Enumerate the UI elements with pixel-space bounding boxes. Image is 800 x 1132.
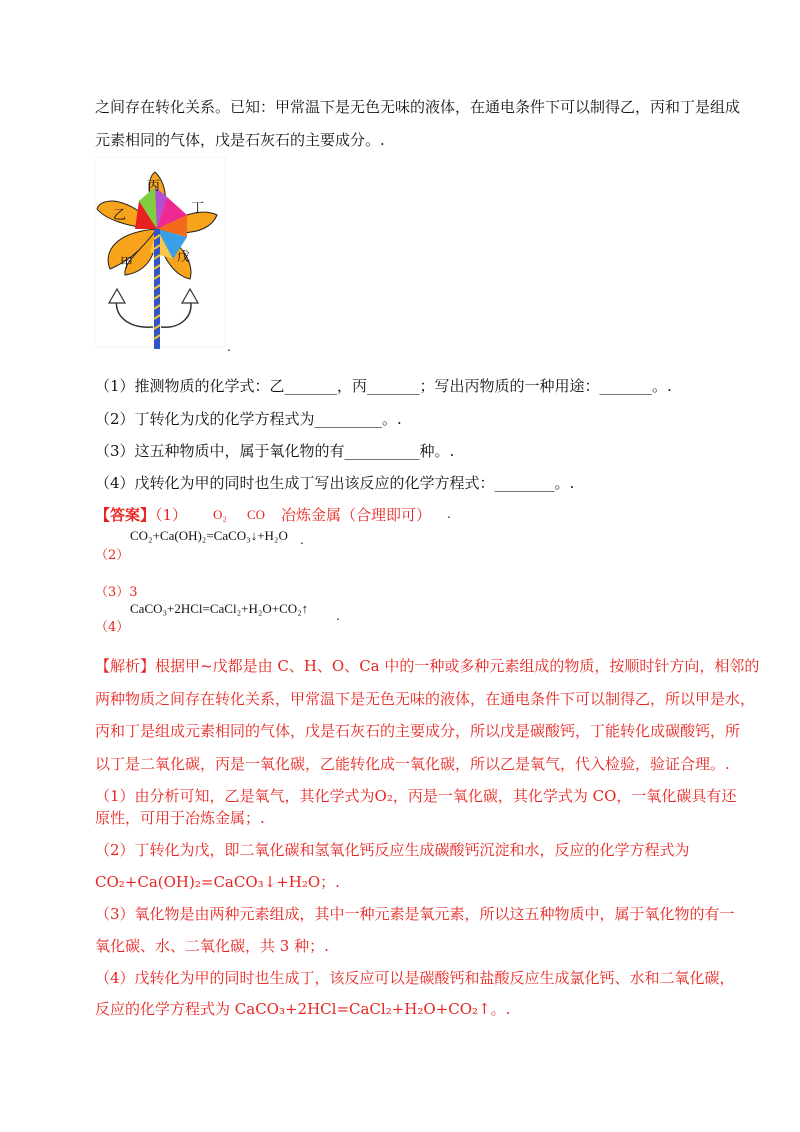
answer-q2-number: （2） <box>95 548 130 563</box>
answer-q3: （3）3 <box>95 585 138 600</box>
analysis-line-10: 氧化碳、水、二氧化碳，共 3 种；. <box>95 937 329 955</box>
analysis-line-12: 反应的化学方程式为 CaCO₃+2HCl=CaCl₂+H₂O+CO₂↑。. <box>95 1000 511 1018</box>
answer-q4-number: （4） <box>95 620 130 635</box>
analysis-line-5: （1）由分析可知，乙是氧气，其化学式为O₂，丙是一氧化碳，其化学式为 CO，一氧化碳具有还 <box>95 787 737 805</box>
label-bing: 丙 <box>147 179 161 194</box>
answer-q1-number: （1） <box>155 506 188 524</box>
label-jia: 甲 <box>120 256 134 271</box>
answer-q4-formula: CaCO₃+2HCl=CaCl₂+H₂O+CO₂↑ <box>130 601 309 616</box>
question-1: （1）推测物质的化学式：乙_______，丙_______；写出丙物质的一种用途：_______。. <box>95 377 672 395</box>
intro-line-2: 元素相同的气体，戊是石灰石的主要成分。. <box>95 131 385 149</box>
analysis-line-11: （4）戊转化为甲的同时也生成丁，该反应可以是碳酸钙和盐酸反应生成氯化钙、水和二氧化碳， <box>95 969 735 987</box>
answer-q1-co: CO <box>247 507 266 522</box>
label-yi: 乙 <box>113 208 127 223</box>
answer-tag: 【答案】 <box>95 506 156 524</box>
analysis-line-2: 两种物质之间存在转化关系，甲常温下是无色无味的液体，在通电条件下可以制得乙，所以甲是水， <box>95 690 756 708</box>
answer-q4-tail: . <box>336 609 340 623</box>
analysis-line-8: CO₂+Ca(OH)₂=CaCO₃↓+H₂O；. <box>95 873 340 891</box>
pinwheel-figure <box>95 157 230 352</box>
analysis-line-6: 原性，可用于冶炼金属；. <box>95 809 265 827</box>
intro-line-1: 之间存在转化关系。已知：甲常温下是无色无味的液体，在通电条件下可以制得乙，丙和丁是组成 <box>95 98 741 116</box>
question-2: （2）丁转化为戊的化学方程式为_________。. <box>95 410 402 428</box>
label-wu: 戊 <box>177 250 191 265</box>
answer-q1-o2: O₂ <box>213 507 227 522</box>
analysis-line-1: 【解析】根据甲~戊都是由 C、H、O、Ca 中的一种或多种元素组成的物质，按顺时针方向，相邻的 <box>95 657 760 675</box>
analysis-line-4: 以丁是二氧化碳，丙是一氧化碳，乙能转化成一氧化碳，所以乙是氧气，代入检验，验证合理。. <box>95 755 730 773</box>
answer-q1-tail: . <box>447 507 451 521</box>
answer-q1-use: 冶炼金属（合理即可） <box>281 506 432 524</box>
answer-line-1 <box>95 505 187 525</box>
answer-q2-tail: . <box>300 533 304 547</box>
figure-trailing-mark: . <box>227 340 231 354</box>
question-4: （4）戊转化为甲的同时也生成丁写出该反应的化学方程式：________。. <box>95 474 575 492</box>
label-ding: 丁 <box>191 201 205 216</box>
analysis-line-3: 丙和丁是组成元素相同的气体，戊是石灰石的主要成分，所以戊是碳酸钙，丁能转化成碳酸钙，所 <box>95 722 741 740</box>
question-3: （3）这五种物质中，属于氧化物的有__________种。. <box>95 442 455 460</box>
answer-q2-formula: CO₂+Ca(OH)₂=CaCO₃↓+H₂O <box>130 528 288 543</box>
analysis-line-9: （3）氧化物是由两种元素组成，其中一种元素是氧元素，所以这五种物质中，属于氧化物的有一 <box>95 905 735 923</box>
analysis-line-7: （2）丁转化为戊，即二氧化碳和氢氧化钙反应生成碳酸钙沉淀和水，反应的化学方程式为 <box>95 841 690 859</box>
